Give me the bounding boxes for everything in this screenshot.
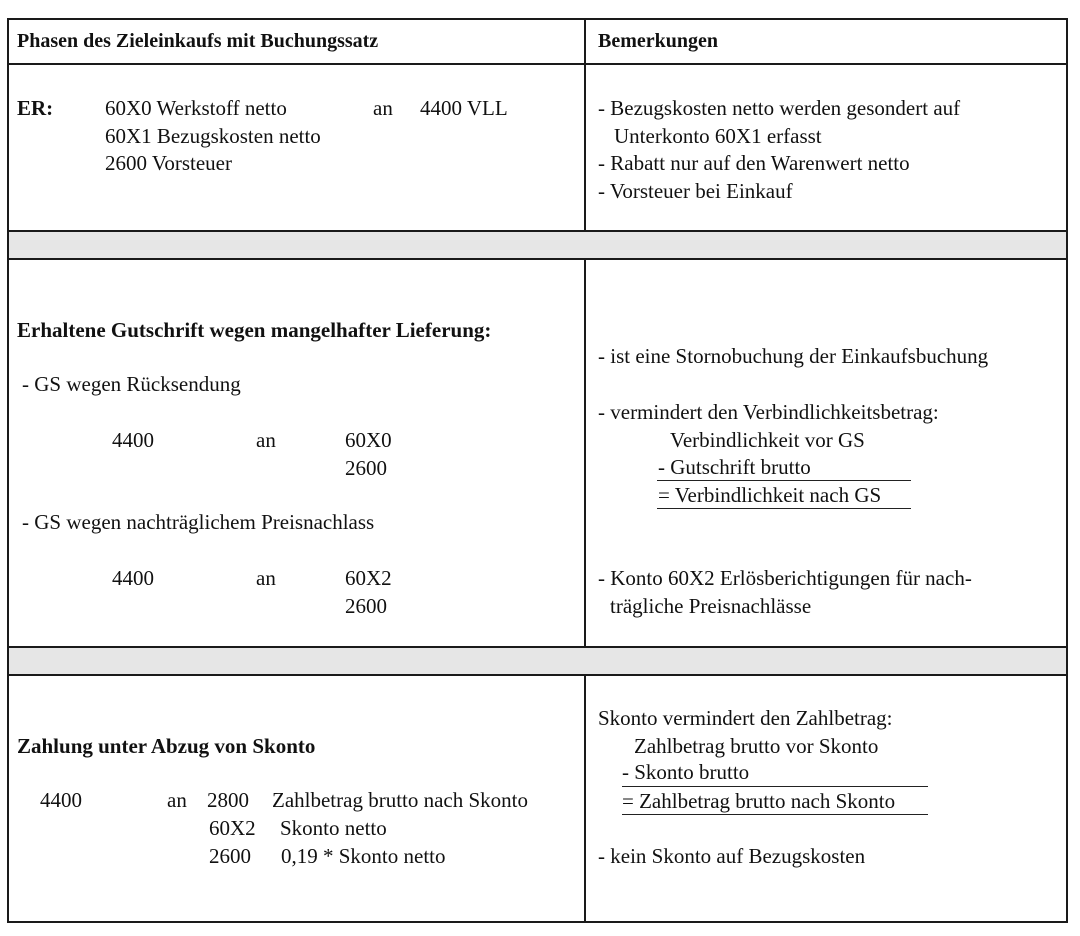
er-an: an	[373, 96, 393, 120]
zahlung-debit: 4400	[40, 788, 82, 812]
gutschrift-title: Erhaltene Gutschrift wegen mangelhafter Lieferung:	[17, 318, 492, 342]
er-debit-3: 2600 Vorsteuer	[105, 151, 232, 175]
gs-case-2-debit: 4400	[112, 566, 154, 590]
gs-case-2-label: - GS wegen nachträglichem Preisnachlass	[22, 510, 375, 534]
separator-row-2	[9, 648, 1066, 674]
er-debit-2: 60X1 Bezugskosten netto	[105, 124, 321, 148]
er-label: ER:	[17, 96, 54, 120]
column-divider-c	[584, 674, 586, 923]
gs-remark-minus: - Gutschrift brutto	[658, 455, 811, 479]
gs-case-1-credit-2: 2600	[345, 456, 387, 480]
gs-case-1-label: - GS wegen Rücksendung	[22, 372, 241, 396]
gs-case-1-an: an	[256, 428, 276, 452]
er-credit: 4400 VLL	[420, 96, 508, 120]
table-border-left	[7, 18, 9, 923]
table-border-top	[7, 18, 1068, 20]
zahlung-underline-1	[622, 786, 928, 787]
row-divider-4	[7, 674, 1068, 676]
header-divider	[7, 63, 1068, 65]
zahlung-credit-1-text: Zahlbetrag brutto nach Skonto	[272, 788, 529, 812]
gs-underline-2	[657, 508, 911, 509]
row-divider-2	[7, 258, 1068, 260]
gs-case-1-debit: 4400	[112, 428, 154, 452]
column-divider-b	[584, 258, 586, 648]
er-remark-2: Unterkonto 60X1 erfasst	[614, 124, 822, 148]
zahlung-credit-1-account: 2800	[207, 788, 249, 812]
gs-case-2-credit-2: 2600	[345, 594, 387, 618]
zahlung-credit-3-text: 0,19 * Skonto netto	[281, 844, 446, 868]
gs-case-2-credit-1: 60X2	[345, 566, 392, 590]
gs-remark-nach: = Verbindlichkeit nach GS	[658, 483, 882, 507]
zahlung-remark-minus: - Skonto brutto	[622, 760, 750, 784]
er-remark-4: - Vorsteuer bei Einkauf	[598, 179, 793, 203]
header-left: Phasen des Zieleinkaufs mit Buchungssatz	[17, 30, 379, 52]
gs-remark-konto-2: trägliche Preisnachlässe	[610, 594, 812, 618]
row-divider-3	[7, 646, 1068, 648]
column-divider-a	[584, 18, 586, 232]
zahlung-credit-3-account: 2600	[209, 844, 251, 868]
zahlung-remark-kein: - kein Skonto auf Bezugskosten	[598, 844, 866, 868]
zahlung-remark-vor: Zahlbetrag brutto vor Skonto	[634, 734, 879, 758]
gs-underline-1	[657, 480, 911, 481]
gs-remark-vermindert: - vermindert den Verbindlichkeitsbetrag:	[598, 400, 939, 424]
gs-remark-konto-1: - Konto 60X2 Erlösberichtigungen für nach-	[598, 566, 972, 590]
table-border-bottom	[7, 921, 1068, 923]
zahlung-an: an	[167, 788, 187, 812]
gs-remark-storno: - ist eine Stornobuchung der Einkaufsbuchung	[598, 344, 989, 368]
er-debit-1: 60X0 Werkstoff netto	[105, 96, 287, 120]
zahlung-remark-head: Skonto vermindert den Zahlbetrag:	[598, 706, 893, 730]
zahlung-credit-2-text: Skonto netto	[280, 816, 387, 840]
zahlung-title: Zahlung unter Abzug von Skonto	[17, 734, 316, 758]
gs-case-2-an: an	[256, 566, 276, 590]
er-remark-3: - Rabatt nur auf den Warenwert netto	[598, 151, 910, 175]
zahlung-underline-2	[622, 814, 928, 815]
er-remark-1: - Bezugskosten netto werden gesondert auf	[598, 96, 961, 120]
header-right: Bemerkungen	[598, 30, 718, 52]
table-border-right	[1066, 18, 1068, 923]
row-divider-1	[7, 230, 1068, 232]
zahlung-remark-nach: = Zahlbetrag brutto nach Skonto	[622, 789, 896, 813]
zahlung-credit-2-account: 60X2	[209, 816, 256, 840]
separator-row-1	[9, 232, 1066, 258]
gs-case-1-credit-1: 60X0	[345, 428, 392, 452]
gs-remark-vor: Verbindlichkeit vor GS	[670, 428, 865, 452]
